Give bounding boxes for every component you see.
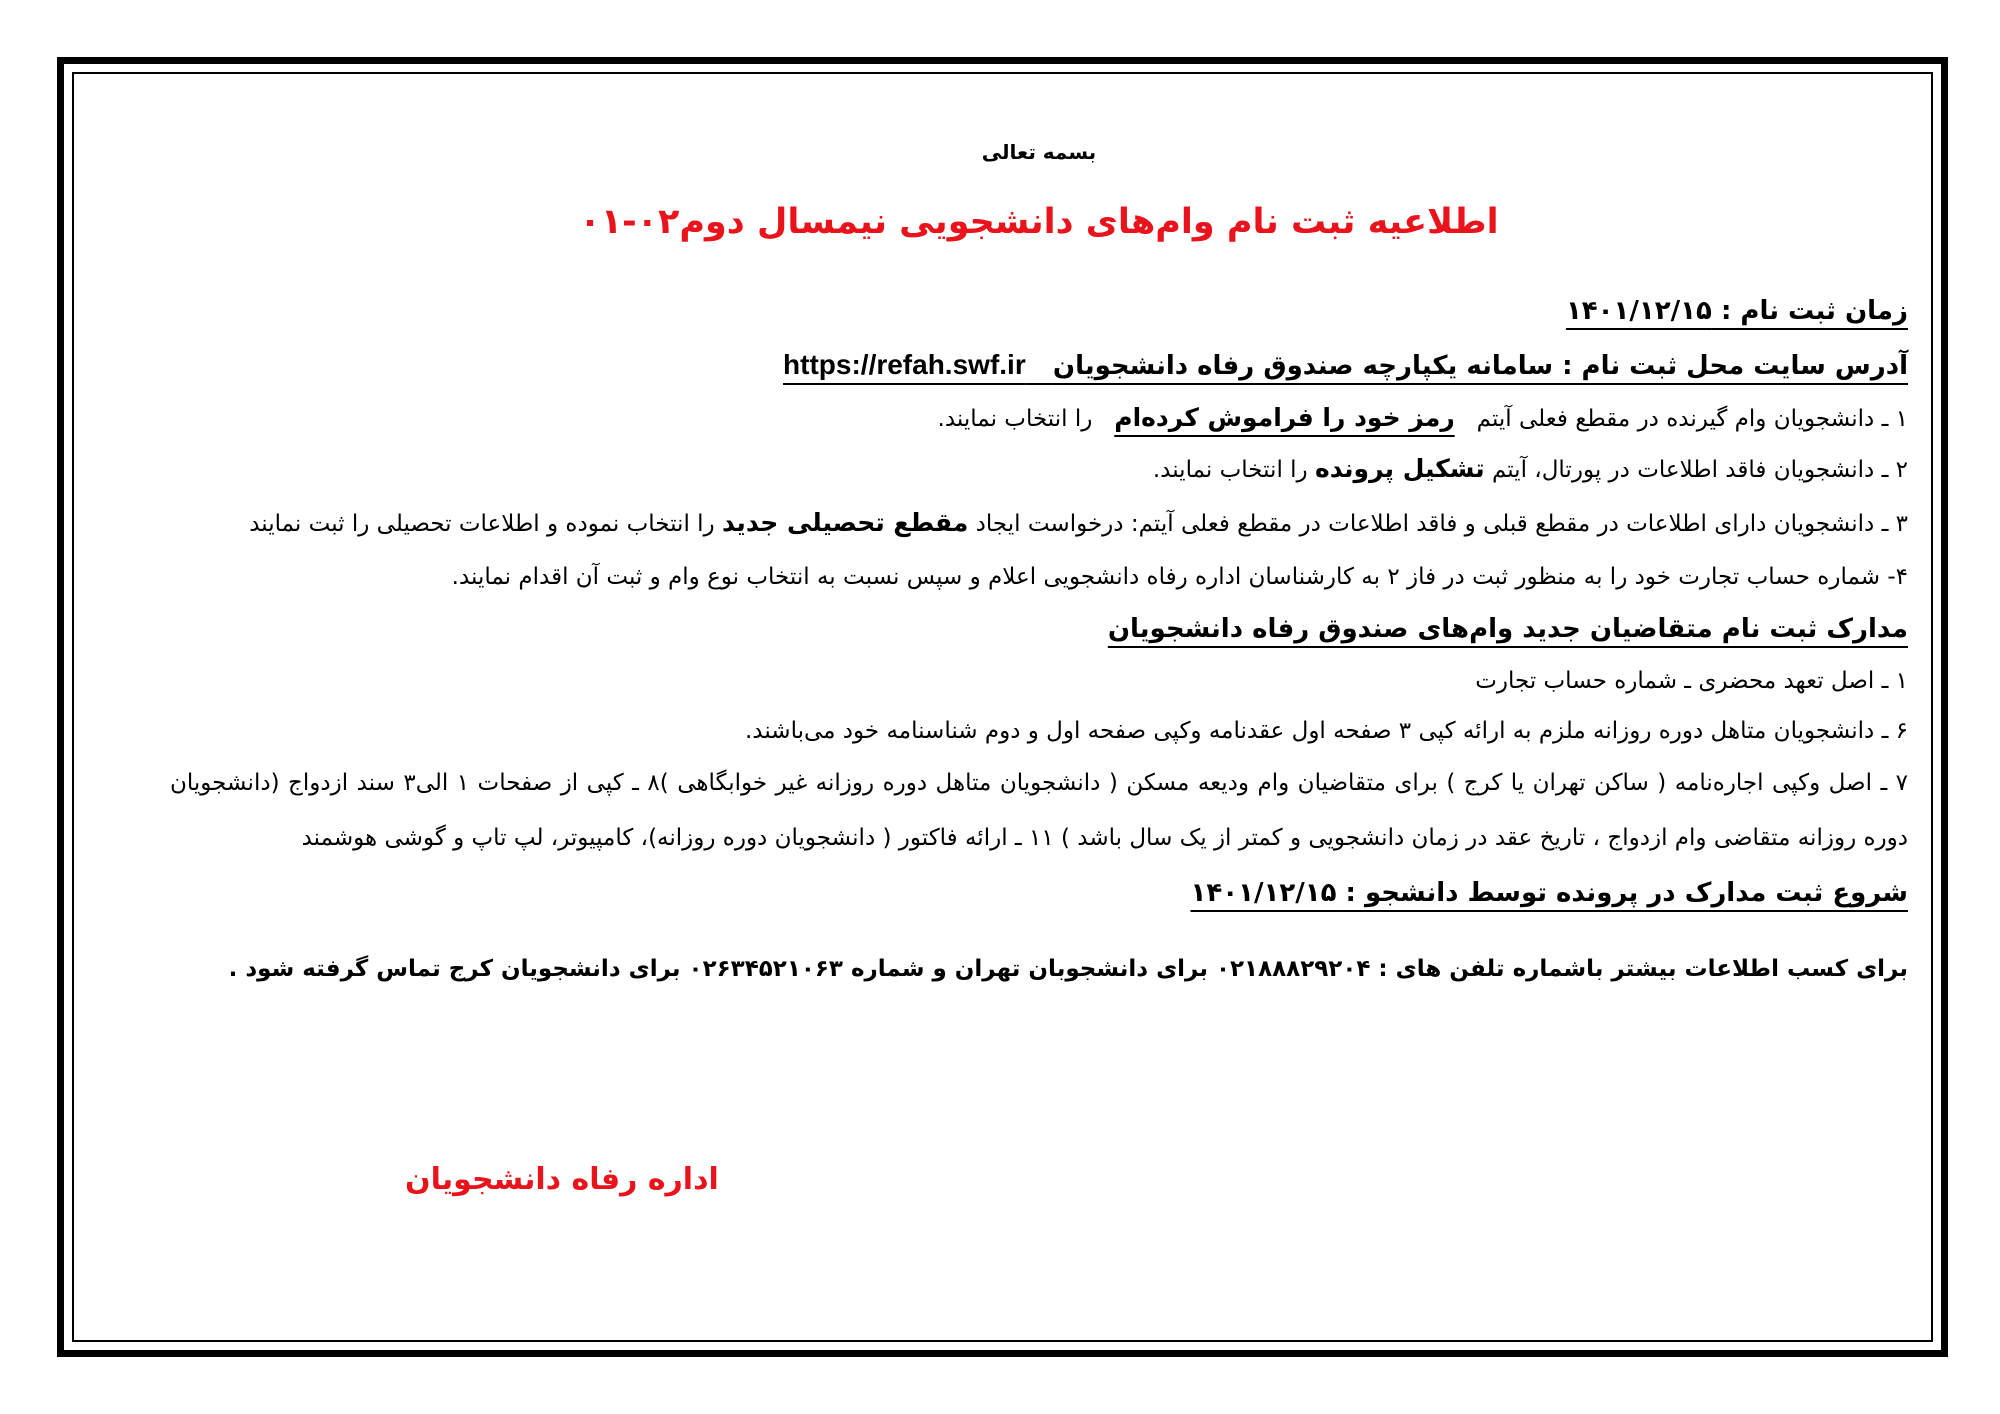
documents-heading: [170, 602, 1908, 656]
bismillah-header: بسمه تعالی: [981, 140, 1097, 164]
instruction-item-2: [170, 444, 1908, 495]
instruction-2-pre: ۲ ـ دانشجویان فاقد اطلاعات در پورتال، آیتم: [1491, 457, 1908, 483]
instruction-1-emphasis: رمز خود را فراموش کرده‌ام: [1114, 403, 1455, 432]
instruction-1-post: را انتخاب نمایند.: [937, 406, 1093, 432]
start-registration-text: شروع ثبت مدارک در پرونده توسط دانشجو : ۱۴۰۱/۱۲/۱۵: [1190, 878, 1908, 908]
instruction-3-pre: ۳ ـ دانشجویان دارای اطلاعات در مقطع قبلی و فاقد اطلاعات در مقطع فعلی آیتم: درخواست ایجاد: [975, 511, 1908, 537]
registration-site-underline: [783, 351, 1908, 381]
instruction-item-3: [170, 495, 1908, 552]
contact-info: برای کسب اطلاعات بیشتر باشماره تلفن های : ۰۲۱۸۸۸۲۹۲۰۴ برای دانشجوبان تهران و شماره ۰۲۶۳۴۵۲۱۰۶۳ برای دانشجویان کرج تماس گرفته شود .: [228, 956, 1908, 982]
instruction-3-emphasis: مقطع تحصیلی جدید: [721, 508, 969, 537]
registration-site-label: آدرس سایت محل ثبت نام : سامانه یکپارچه صندوق رفاه دانشجویان: [1052, 351, 1908, 381]
instruction-item-4: ۴- شماره حساب تجارت خود را به منظور ثبت در فاز ۲ به کارشناسان اداره رفاه دانشجویی اعلام و سپس نسبت به انتخاب نوع وام و ثبت آن اقدام نمایند.: [451, 564, 1908, 590]
document-item-1: ۱ ـ اصل تعهد محضری ـ شماره حساب تجارت: [1475, 668, 1908, 694]
instruction-item-1: [170, 393, 1908, 444]
document-item-7: ۷ ـ اصل وکپی اجاره‌نامه ( ساکن تهران یا کرج ) برای متقاضیان وام ودیعه مسکن ( دانشجویان متاهل دوره روزانه غیر خوابگاهی )۸ ـ کپی از صفحات ۱ الی۳ سند ازدواج (دانشجویان دوره روزانه متقاضی وام ازدواج ، تاریخ عقد در زمان دانشجویی و کمتر از یک سال باشد ) ۱۱ ـ ارائه فاکتور ( دانشجویان دوره روزانه)، کامپیوتر، لپ تاپ و گوشی هوشمند: [170, 770, 1908, 851]
signature-office: اداره رفاه دانشجویان: [405, 1162, 719, 1197]
instruction-3-post: را انتخاب نموده و اطلاعات تحصیلی را ثبت نمایند: [249, 511, 715, 537]
instruction-2-emphasis: تشکیل پرونده: [1314, 454, 1485, 483]
registration-site: [170, 338, 1908, 393]
document-body: [170, 140, 1908, 1018]
documents-heading-text: مدارک ثبت نام متقاضیان جدید وام‌های صندوق رفاه دانشجویان: [1107, 614, 1908, 644]
start-registration: [170, 866, 1908, 920]
registration-time-text: زمان ثبت نام : ۱۴۰۱/۱۲/۱۵: [1565, 296, 1908, 326]
instruction-1-pre: ۱ ـ دانشجویان وام گیرنده در مقطع فعلی آیتم: [1476, 406, 1908, 432]
registration-site-url[interactable]: https://refah.swf.ir: [783, 349, 1026, 380]
registration-time: [170, 284, 1908, 338]
notice-title: اطلاعیه ثبت نام وام‌های دانشجویی نیمسال دوم۰۲-۰۱: [579, 202, 1499, 242]
instruction-2-post: را انتخاب نمایند.: [1152, 457, 1308, 483]
document-item-6: ۶ ـ دانشجویان متاهل دوره روزانه ملزم به ارائه کپی ۳ صفحه اول عقدنامه وکپی صفحه اول و دوم شناسنامه خود می‌باشند.: [744, 718, 1908, 744]
